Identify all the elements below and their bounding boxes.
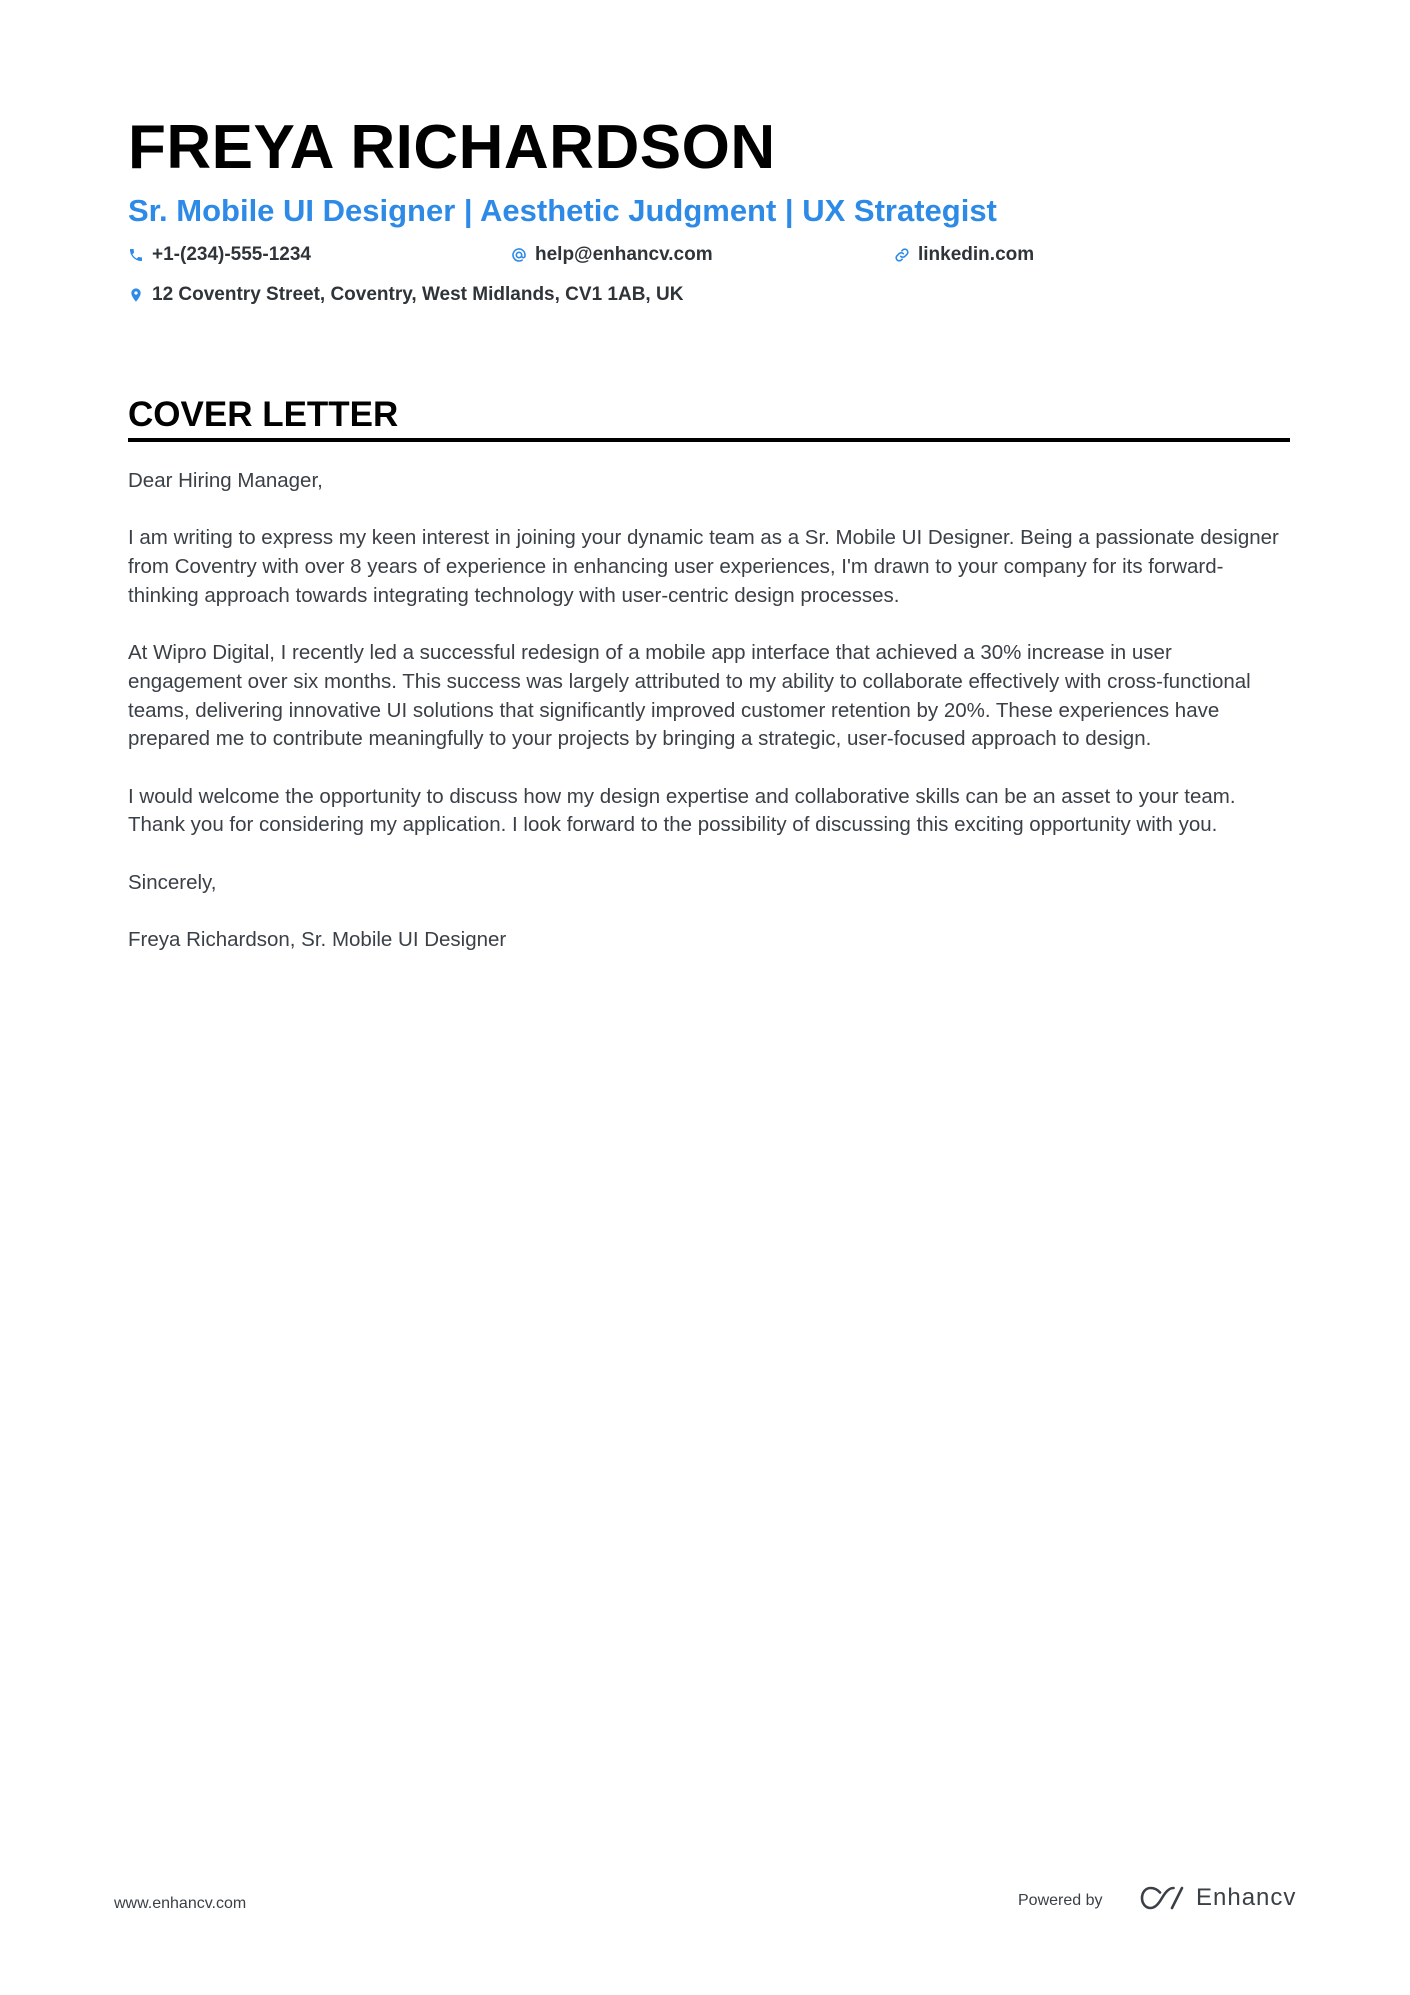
letter-signature: Freya Richardson, Sr. Mobile UI Designer bbox=[128, 928, 507, 952]
candidate-headline: Sr. Mobile UI Designer | Aesthetic Judgment | UX Strategist bbox=[128, 193, 997, 228]
candidate-name: FREYA RICHARDSON bbox=[128, 113, 776, 182]
link-icon bbox=[894, 246, 910, 264]
letter-paragraph: I am writing to express my keen interest in joining your dynamic team as a Sr. Mobile UI Designer. Being a passionate designer from Coventry with over 8 years of experience in enhancing user experiences, I'm drawn to your company for its forward-thinking approach towards integrating technology with user-centric design processes. bbox=[128, 526, 1279, 607]
letter-body bbox=[128, 467, 1290, 984]
brand-name: Enhancv bbox=[1196, 1884, 1297, 1911]
contact-row bbox=[128, 280, 1298, 310]
website-text: linkedin.com bbox=[918, 244, 1035, 265]
enhancv-logo-icon bbox=[1138, 1884, 1186, 1912]
contact-website[interactable] bbox=[894, 240, 1034, 270]
letter-paragraph: At Wipro Digital, I recently led a successful redesign of a mobile app interface that achieved a 30% increase in user engagement over six months. This success was largely attributed to my ability to collaborate effectively with cross-functional teams, delivering innovative UI solutions that significantly improved customer retention by 20%. These experiences have prepared me to contribute meaningfully to your projects by bringing a strategic, user-focused approach to design. bbox=[128, 641, 1251, 751]
phone-icon bbox=[128, 246, 144, 264]
location-text: 12 Coventry Street, Coventry, West Midlands, CV1 1AB, UK bbox=[152, 284, 684, 305]
contact-email[interactable] bbox=[511, 240, 713, 270]
brand-logo[interactable] bbox=[1138, 1884, 1296, 1912]
letter-closing: Sincerely, bbox=[128, 870, 217, 894]
location-pin-icon bbox=[128, 286, 144, 304]
section-divider bbox=[128, 438, 1290, 442]
contact-phone[interactable] bbox=[128, 240, 311, 270]
at-icon bbox=[511, 246, 527, 264]
letter-paragraph: I would welcome the opportunity to discuss how my design expertise and collaborative skills can be an asset to your team. Thank you for considering my application. I look forward to the possibility of discussing this exciting opportunity with you. bbox=[128, 784, 1236, 837]
section-title: COVER LETTER bbox=[128, 395, 399, 434]
contact-row bbox=[128, 240, 1298, 270]
powered-by-label: Powered by bbox=[1018, 1892, 1103, 1909]
email-text: help@enhancv.com bbox=[535, 244, 713, 265]
footer-url[interactable]: www.enhancv.com bbox=[114, 1895, 247, 1912]
phone-text: +1-(234)-555-1234 bbox=[152, 244, 311, 265]
letter-greeting: Dear Hiring Manager, bbox=[128, 469, 323, 492]
contact-location bbox=[128, 280, 683, 310]
